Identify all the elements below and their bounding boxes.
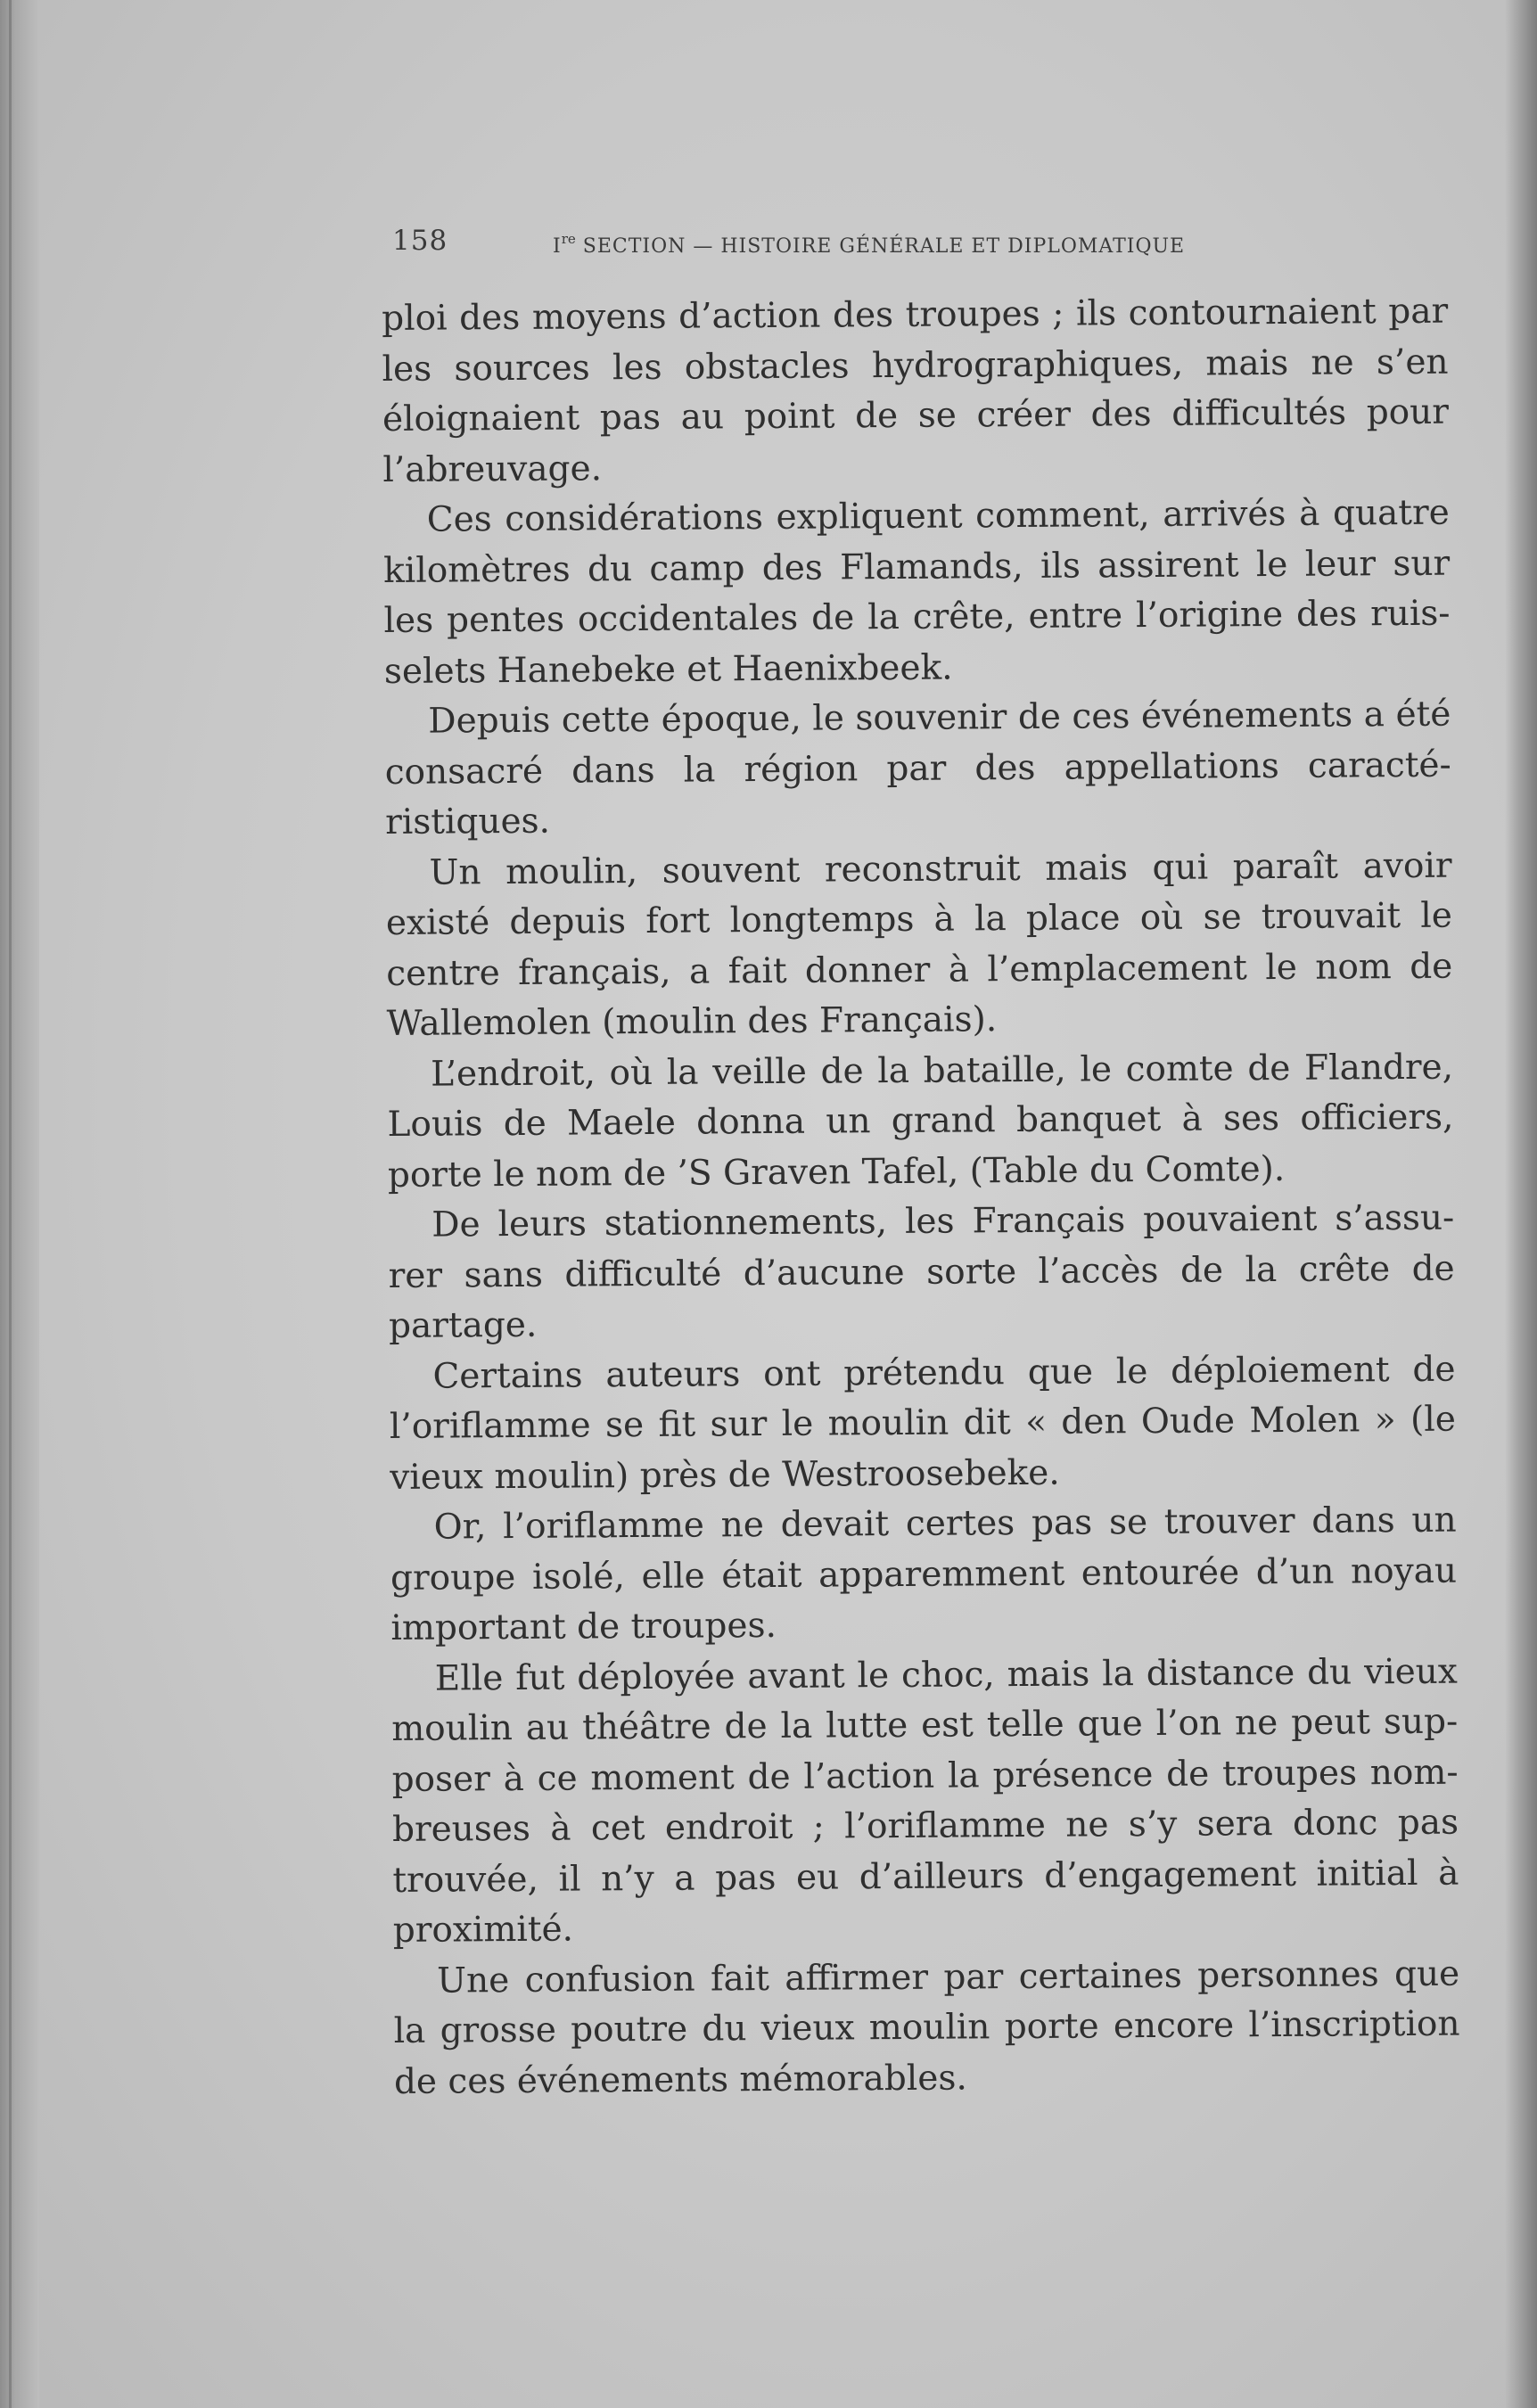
paragraph: Or, l’oriflamme ne devait certes pas se trouver dans un groupe isolé, elle était apparemment entourée d’un noyau important de troupes. [390,1500,1458,1648]
paragraph: L’endroit, où la veille de la bataille, le comte de Flandre, Louis de Maele donna un grand banquet à ses officiers, porte le nom de ’S Graven Tafel, (Table du Comte). [387,1047,1454,1196]
paragraph-continued: ploi des moyens d’action des troupes ; ils contournaient par les sources les obstacles hydrographiques, mais ne s’en éloignaient pas au point de se créer des difficultés pour l’abreuvage. [382,291,1450,490]
binding-line [9,0,12,2408]
paragraph: Un moulin, souvent reconstruit mais qui paraît avoir existé depuis fort longtemps à la place où se trouvait le centre français, a fait donner à l’emplacement le nom de Wallemolen (moulin des Français). [385,845,1453,1044]
running-head [392,225,1302,266]
binding-edge [0,0,39,2408]
page-edge-shadow [1505,0,1537,2408]
paragraph: De leurs stationnements, les Français pouvaient s’assu-rer sans difficulté d’aucune sorte l’accès de la crête de partage. [388,1197,1455,1346]
paragraph: Une confusion fait affirmer par certaines personnes que la grosse poutre du vieux moulin porte encore l’inscription de ces événements mémorables. [393,1953,1460,2102]
paragraph: Ces considérations expliquent comment, arrivés à quatre kilomètres du camp des Flamands, ils assirent le leur sur les pentes occidentales de la crête, entre l’origine des ruis-selets Hanebeke et Haenixbeek. [383,492,1451,692]
body-text [382,287,1460,2149]
page-number: 158 [392,225,448,257]
section-heading-text: SECTION — HISTOIRE GÉNÉRALE ET DIPLOMATIQUE [575,235,1186,258]
section-superscript: re [561,231,576,247]
paragraph: Elle fut déployée avant le choc, mais la distance du vieux moulin au théâtre de la lutte est telle que l’on ne peut sup-poser à ce moment de l’action la présence de troupes nom-breuses à cet endroit ; l’oriflamme ne s’y sera donc pas trouvée, il n’y a pas eu d’ailleurs d’engagement initial à proximité. [391,1651,1459,1951]
section-number: I [553,235,562,258]
paragraph: Certains auteurs ont prétendu que le déploiement de l’oriflamme se fit sur le moulin dit « den Oude Molen » (le vieux moulin) près de Westroosebeke. [389,1349,1456,1498]
paragraph: Depuis cette époque, le souvenir de ces événements a été consacré dans la région par des appellations caracté-ristiques. [384,694,1451,842]
section-title [553,231,1185,258]
